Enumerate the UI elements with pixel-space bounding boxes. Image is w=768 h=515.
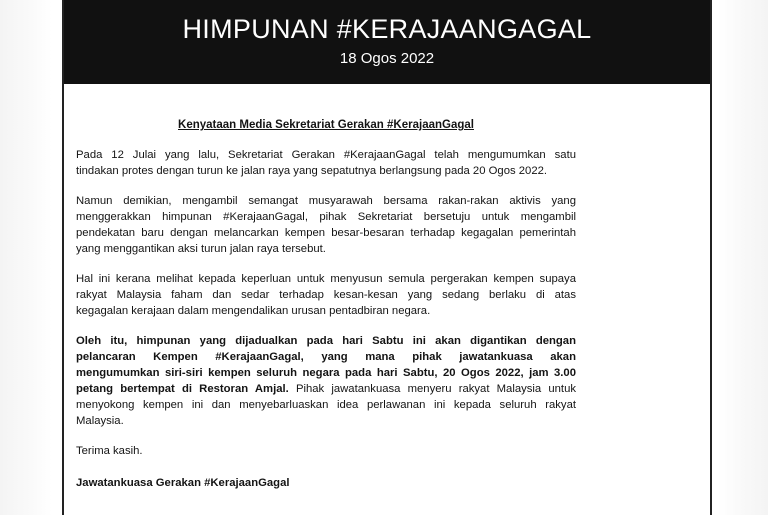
paragraph-4-line-4 [76, 381, 576, 397]
paragraph-3-line-1: Hal ini kerana melihat kepada keperluan untuk menyusun semula pergerakan kempen supaya [76, 273, 576, 285]
paragraph-1-line-2: tindakan protes dengan turun ke jalan raya yang sepatutnya berlangsung pada 20 Ogos 2022. [76, 165, 548, 177]
paragraph-2-line-2: menggerakkan himpunan #KerajaanGagal, pihak Sekretariat bersetuju untuk mengambil [76, 211, 576, 223]
paragraph-3 [76, 271, 576, 319]
closing-text: Terima kasih. [76, 445, 143, 457]
event-venue-text: petang bertempat di Restoran Amjal. [76, 383, 289, 395]
paragraph-2-line-3: pendekatan baru dengan melancarkan kempen besar-besaran terhadap kegagalan pemerintah [76, 227, 576, 239]
paragraph-1 [76, 147, 576, 179]
paragraph-4-line-5: menyokong kempen ini dan menyebarluaskan idea perlawanan ini kepada seluruh rakyat [76, 399, 576, 411]
paragraph-4-line-1: Oleh itu, himpunan yang dijadualkan pada hari Sabtu ini akan digantikan dengan [76, 335, 576, 347]
document-header-banner [64, 0, 710, 84]
paragraph-4-line-2: pelancaran Kempen #KerajaanGagal, yang mana pihak jawatankuasa akan [76, 351, 576, 363]
paragraph-2-line-4: yang menggantikan aksi turun jalan raya tersebut. [76, 243, 326, 255]
signature: Jawatankuasa Gerakan #KerajaanGagal [76, 477, 290, 489]
paragraph-4-line-4-rest: Pihak jawatankuasa menyeru rakyat Malaysia untuk [288, 383, 577, 395]
paragraph-2-line-1: Namun demikian, mengambil semangat musyarawah bersama rakan-rakan aktivis yang [76, 195, 576, 207]
paragraph-1-line-1: Pada 12 Julai yang lalu, Sekretariat Gerakan #KerajaanGagal telah mengumumkan satu [76, 149, 576, 161]
paragraph-4 [76, 333, 576, 429]
statement-body [76, 117, 576, 491]
paragraph-3-line-3: kegagalan kerajaan dalam mengendalikan urusan pentadbiran negara. [76, 305, 431, 317]
document-date: 18 Ogos 2022 [339, 50, 435, 67]
right-margin [718, 0, 768, 515]
left-margin [0, 0, 52, 515]
statement-heading: Kenyataan Media Sekretariat Gerakan #KerajaanGagal [178, 119, 474, 131]
document-title: HIMPUNAN #KERAJAANGAGAL [182, 14, 592, 44]
paragraph-3-line-2: rakyat Malaysia faham dan sedar terhadap kesan-kesan yang sedang berlaku di atas [76, 289, 576, 301]
paragraph-4-line-6: Malaysia. [76, 415, 124, 427]
paragraph-4-line-3: mengumumkan siri-siri kempen seluruh negara pada hari Sabtu, 20 Ogos 2022, jam 3.00 [76, 367, 576, 379]
paragraph-2 [76, 193, 576, 257]
